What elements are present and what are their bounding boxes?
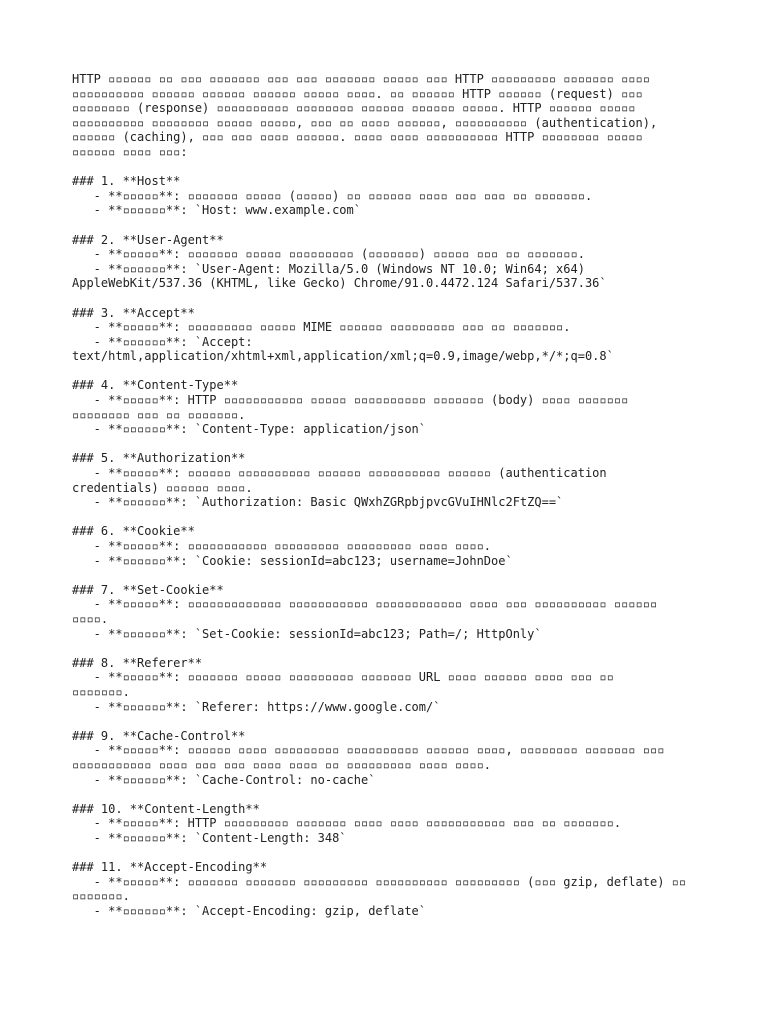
- section-heading: ### 10. **Content-Length**: [72, 801, 260, 816]
- section-heading: ### 8. **Referer**: [72, 655, 203, 670]
- blank-line: [72, 291, 702, 306]
- description-line: ▫▫▫▫▫▫▫▫▫▫▫ ▫▫▫▫ ▫▫▫ ▫▫▫ ▫▫▫▫ ▫▫▫▫ ▫▫ ▫▫▫▫▫▫▫▫▫ ▫▫▫▫ ▫▫▫▫.: [72, 757, 492, 772]
- example-line: - **▫▫▫▫▫▫**: `Content-Type: application/json`: [72, 422, 427, 437]
- description-line: - **▫▫▫▫▫**: ▫▫▫▫▫▫ ▫▫▫▫ ▫▫▫▫▫▫▫▫▫ ▫▫▫▫▫▫▫▫▫▫ ▫▫▫▫▫▫ ▫▫▫▫, ▫▫▫▫▫▫▫▫ ▫▫▫▫▫▫▫ ▫▫▫: [72, 743, 665, 758]
- blank-line: [72, 845, 702, 860]
- description-line: - **▫▫▫▫▫**: ▫▫▫▫▫▫▫▫▫ ▫▫▫▫▫ MIME ▫▫▫▫▫▫ ▫▫▫▫▫▫▫▫▫ ▫▫▫ ▫▫ ▫▫▫▫▫▫▫.: [72, 320, 571, 335]
- description-line: - **▫▫▫▫▫**: ▫▫▫▫▫▫▫ ▫▫▫▫▫ ▫▫▫▫▫▫▫▫▫ ▫▫▫▫▫▫▫ URL ▫▫▫▫ ▫▫▫▫▫▫ ▫▫▫▫ ▫▫▫ ▫▫: [72, 670, 614, 685]
- example-line: AppleWebKit/537.36 (KHTML, like Gecko) Chrome/91.0.4472.124 Safari/537.36`: [72, 276, 607, 291]
- text-line: ▫▫▫▫▫▫ (caching), ▫▫▫ ▫▫▫ ▫▫▫▫ ▫▫▫▫▫▫. ▫▫▫▫ ▫▫▫▫ ▫▫▫▫▫▫▫▫▫▫ HTTP ▫▫▫▫▫▫▫▫ ▫▫▫▫▫: [72, 130, 643, 145]
- section-user-agent: [72, 233, 702, 291]
- section-accept-encoding: [72, 860, 702, 918]
- text-line: ▫▫▫▫▫▫▫▫▫▫ ▫▫▫▫▫▫▫▫ ▫▫▫▫▫ ▫▫▫▫▫, ▫▫▫ ▫▫ ▫▫▫▫ ▫▫▫▫▫▫, ▫▫▫▫▫▫▫▫▫▫ (authentication),: [72, 115, 658, 130]
- document-page: [72, 72, 702, 918]
- example-line: - **▫▫▫▫▫▫**: `Cache-Control: no-cache`: [72, 772, 376, 787]
- section-set-cookie: [72, 583, 702, 641]
- description-line: credentials) ▫▫▫▫▫▫ ▫▫▫▫.: [72, 480, 253, 495]
- section-heading: ### 5. **Authorization**: [72, 451, 246, 466]
- example-line: - **▫▫▫▫▫▫**: `Authorization: Basic QWxhZGRpbjpvcGVuIHNlc2FtZQ==`: [72, 495, 564, 510]
- example-line: - **▫▫▫▫▫▫**: `Set-Cookie: sessionId=abc123; Path=/; HttpOnly`: [72, 626, 542, 641]
- blank-line: [72, 160, 702, 175]
- description-line: - **▫▫▫▫▫**: ▫▫▫▫▫▫▫ ▫▫▫▫▫ ▫▫▫▫▫▫▫▫▫ (▫▫▫▫▫▫▫) ▫▫▫▫▫ ▫▫▫ ▫▫ ▫▫▫▫▫▫▫.: [72, 247, 585, 262]
- example-line: - **▫▫▫▫▫▫**: `Content-Length: 348`: [72, 830, 347, 845]
- section-referer: [72, 656, 702, 714]
- example-line: - **▫▫▫▫▫▫**: `Host: www.example.com`: [72, 203, 361, 218]
- blank-line: [72, 714, 702, 729]
- section-content-length: [72, 802, 702, 846]
- section-heading: ### 4. **Content-Type**: [72, 378, 239, 393]
- description-line: - **▫▫▫▫▫**: ▫▫▫▫▫▫▫▫▫▫▫ ▫▫▫▫▫▫▫▫▫ ▫▫▫▫▫▫▫▫▫ ▫▫▫▫ ▫▫▫▫.: [72, 539, 492, 553]
- description-line: - **▫▫▫▫▫**: ▫▫▫▫▫▫ ▫▫▫▫▫▫▫▫▫▫ ▫▫▫▫▫▫ ▫▫▫▫▫▫▫▫▫▫ ▫▫▫▫▫▫ (authentication: [72, 466, 607, 481]
- text-line: ▫▫▫▫▫▫▫▫▫▫ ▫▫▫▫▫▫ ▫▫▫▫▫▫ ▫▫▫▫▫▫ ▫▫▫▫▫ ▫▫▫▫. ▫▫ ▫▫▫▫▫▫ HTTP ▫▫▫▫▫▫ (request) ▫▫▫: [72, 86, 643, 101]
- description-line: ▫▫▫▫▫▫▫▫ ▫▫▫ ▫▫ ▫▫▫▫▫▫▫.: [72, 407, 246, 422]
- section-cookie: [72, 524, 702, 568]
- description-line: - **▫▫▫▫▫**: ▫▫▫▫▫▫▫ ▫▫▫▫▫ (▫▫▫▫▫) ▫▫ ▫▫▫▫▫▫ ▫▫▫▫ ▫▫▫ ▫▫▫ ▫▫ ▫▫▫▫▫▫▫.: [72, 188, 593, 203]
- section-host: [72, 174, 702, 218]
- text-line: ▫▫▫▫▫▫ ▫▫▫▫ ▫▫▫:: [72, 144, 188, 159]
- text-line: ▫▫▫▫▫▫▫▫ (response) ▫▫▫▫▫▫▫▫▫▫ ▫▫▫▫▫▫▫▫ ▫▫▫▫▫▫ ▫▫▫▫▫▫ ▫▫▫▫▫. HTTP ▫▫▫▫▫▫ ▫▫▫▫▫: [72, 101, 636, 116]
- description-line: ▫▫▫▫▫▫▫.: [72, 889, 130, 904]
- description-line: - **▫▫▫▫▫**: HTTP ▫▫▫▫▫▫▫▫▫▫▫ ▫▫▫▫▫ ▫▫▫▫▫▫▫▫▫▫ ▫▫▫▫▫▫▫ (body) ▫▫▫▫ ▫▫▫▫▫▫▫: [72, 393, 629, 408]
- section-heading: ### 6. **Cookie**: [72, 524, 195, 539]
- text-line: HTTP ▫▫▫▫▫▫ ▫▫ ▫▫▫ ▫▫▫▫▫▫▫ ▫▫▫ ▫▫▫ ▫▫▫▫▫▫▫ ▫▫▫▫▫ ▫▫▫ HTTP ▫▫▫▫▫▫▫▫▫ ▫▫▫▫▫▫▫ ▫▫▫▫: [72, 72, 650, 86]
- example-line: - **▫▫▫▫▫▫**: `Accept-Encoding: gzip, deflate`: [72, 903, 427, 918]
- section-heading: ### 11. **Accept-Encoding**: [72, 860, 268, 875]
- section-heading: ### 3. **Accept**: [72, 305, 195, 320]
- intro-paragraph: [72, 72, 702, 160]
- blank-line: [72, 568, 702, 583]
- example-line: - **▫▫▫▫▫▫**: `Cookie: sessionId=abc123; username=JohnDoe`: [72, 553, 513, 568]
- blank-line: [72, 787, 702, 802]
- example-line: - **▫▫▫▫▫▫**: `Referer: https://www.google.com/`: [72, 699, 441, 714]
- description-line: - **▫▫▫▫▫**: ▫▫▫▫▫▫▫▫▫▫▫▫▫ ▫▫▫▫▫▫▫▫▫▫▫ ▫▫▫▫▫▫▫▫▫▫▫▫ ▫▫▫▫ ▫▫▫ ▫▫▫▫▫▫▫▫▫▫ ▫▫▫▫▫▫: [72, 597, 658, 612]
- section-authorization: [72, 451, 702, 509]
- description-line: - **▫▫▫▫▫**: HTTP ▫▫▫▫▫▫▫▫▫ ▫▫▫▫▫▫▫ ▫▫▫▫ ▫▫▫▫ ▫▫▫▫▫▫▫▫▫▫▫ ▫▫▫ ▫▫ ▫▫▫▫▫▫▫.: [72, 816, 622, 831]
- section-heading: ### 2. **User-Agent**: [72, 232, 224, 247]
- description-line: ▫▫▫▫▫▫▫.: [72, 684, 130, 699]
- section-heading: ### 9. **Cache-Control**: [72, 728, 246, 743]
- section-heading: ### 7. **Set-Cookie**: [72, 582, 224, 597]
- description-line: ▫▫▫▫.: [72, 611, 109, 626]
- section-heading: ### 1. **Host**: [72, 174, 181, 189]
- blank-line: [72, 364, 702, 379]
- example-line: - **▫▫▫▫▫▫**: `Accept:: [72, 334, 253, 349]
- blank-line: [72, 510, 702, 525]
- example-line: - **▫▫▫▫▫▫**: `User-Agent: Mozilla/5.0 (Windows NT 10.0; Win64; x64): [72, 261, 585, 276]
- blank-line: [72, 641, 702, 656]
- description-line: - **▫▫▫▫▫**: ▫▫▫▫▫▫▫ ▫▫▫▫▫▫▫ ▫▫▫▫▫▫▫▫▫ ▫▫▫▫▫▫▫▫▫▫ ▫▫▫▫▫▫▫▫▫ (▫▫▫ gzip, deflate) ▫▫: [72, 874, 687, 889]
- blank-line: [72, 437, 702, 452]
- section-content-type: [72, 378, 702, 436]
- section-cache-control: [72, 729, 702, 787]
- example-line: text/html,application/xhtml+xml,application/xml;q=0.9,image/webp,*/*;q=0.8`: [72, 349, 614, 364]
- blank-line: [72, 218, 702, 233]
- section-accept: [72, 306, 702, 364]
